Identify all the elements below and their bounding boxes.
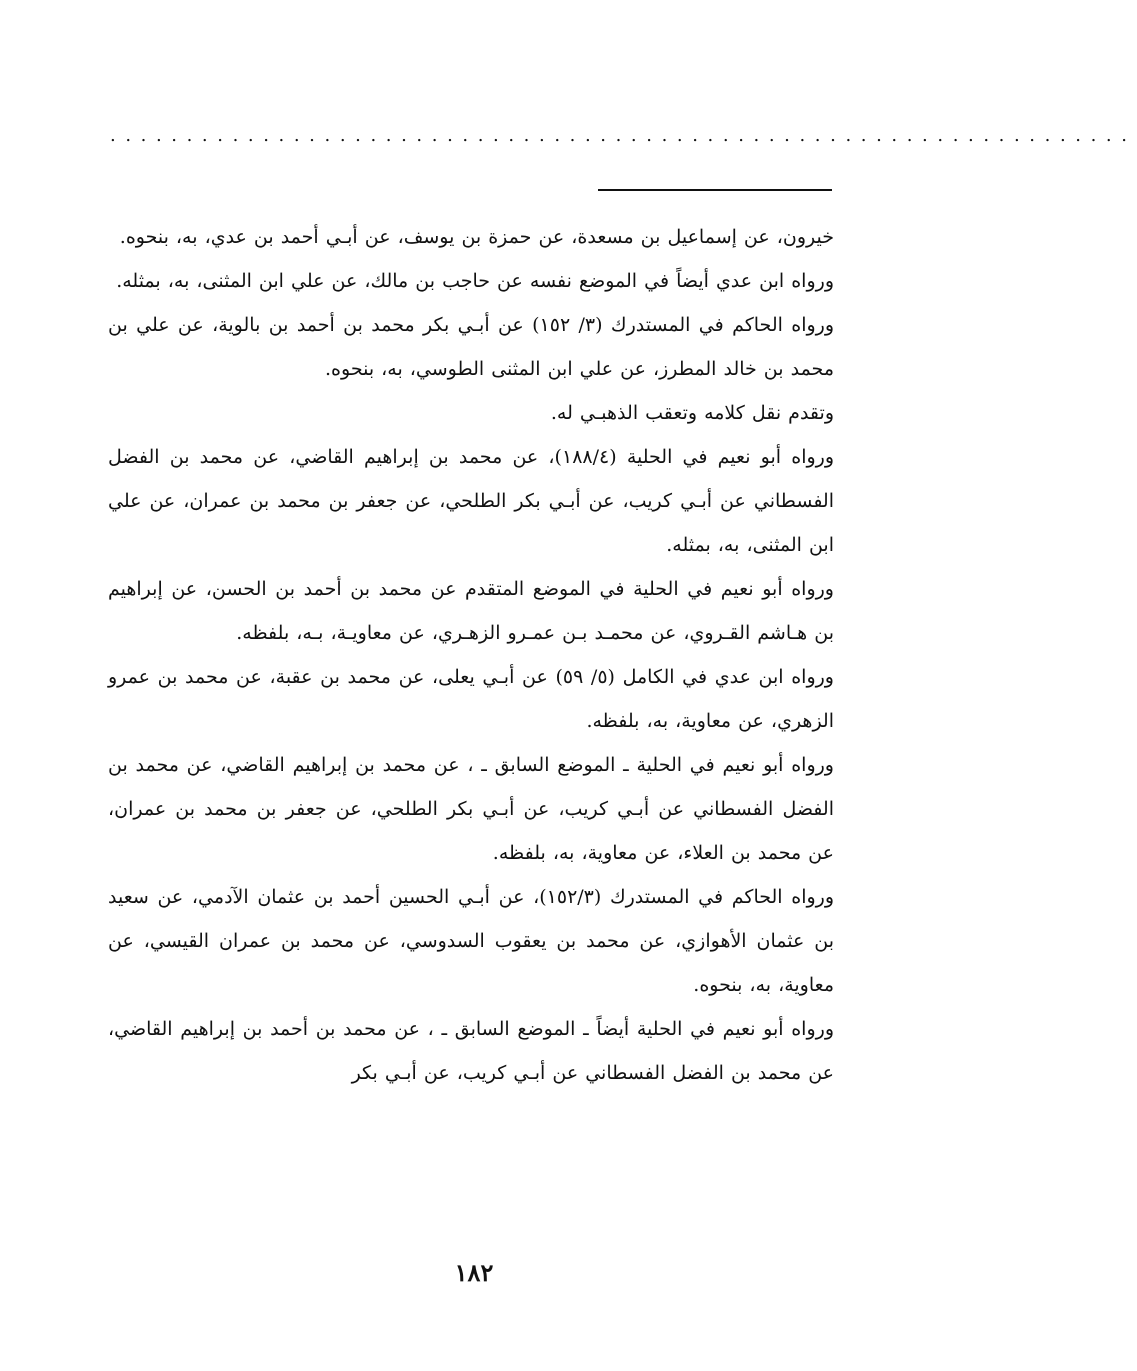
- paragraph: ورواه أبو نعيم في الحلية (١٨٨/٤)، عن محمد بن إبراهيم القاضي، عن محمد بن الفضل الفسطاني عن أبـي كريب، عن أبـي بكر الطلحي، عن جعفر بن محمد بن عمران، عن علي ابن المثنى، به، بمثله.: [108, 446, 835, 556]
- paragraph: وتقدم نقل كلامه وتعقب الذهبـي له.: [550, 402, 834, 424]
- paragraph: ورواه أبو نعيم في الحلية أيضاً ـ الموضع السابق ـ ، عن محمد بن أحمد بن إبراهيم القاضي، عن محمد بن الفضل الفسطاني عن أبـي كريب، عن أبـي بكر: [108, 1018, 834, 1084]
- paragraph: ورواه الحاكم في المستدرك (٣/ ١٥٢) عن أبـي بكر محمد بن أحمد بن بالوية، عن علي بن محمد بن خالد المطرز، عن علي ابن المثنى الطوسي، به، بنحوه.: [108, 314, 834, 380]
- paragraph: ورواه أبو نعيم في الحلية في الموضع المتقدم عن محمد بن أحمد بن الحسن، عن إبراهيم بن هـاشم القـروي، عن محمـد بـن عمـرو الزهـري، عن معاويـة، بـه، بلفظه.: [108, 578, 834, 644]
- paragraph: ورواه أبو نعيم في الحلية ـ الموضع السابق ـ ، عن محمد بن إبراهيم القاضي، عن محمد بن الفضل الفسطاني عن أبـي كريب، عن أبـي بكر الطلحي، عن جعفر بن محمد بن عمران، عن محمد بن العلاء، عن معاوية، به، بلفظه.: [108, 754, 834, 864]
- paragraph: خيرون، عن إسماعيل بن مسعدة، عن حمزة بن يوسف، عن أبـي أحمد بن عدي، به، بنحوه.: [119, 226, 834, 248]
- paragraph: ورواه ابن عدي أيضاً في الموضع نفسه عن حاجب بن مالك، عن علي ابن المثنى، به، بمثله.: [116, 270, 834, 292]
- footnote-text-block: [108, 215, 834, 1095]
- dotted-separator: ...................................................................: [110, 125, 1137, 146]
- paragraph: ورواه الحاكم في المستدرك (١٥٢/٣)، عن أبـي الحسين أحمد بن عثمان الآدمي، عن سعيد بن عثمان الأهوازي، عن محمد بن يعقوب السدوسي، عن محمد بن عمران القيسي، عن معاوية، به، بنحوه.: [108, 886, 835, 996]
- paragraph: ورواه ابن عدي في الكامل (٥/ ٥٩) عن أبـي يعلى، عن محمد بن عقبة، عن محمد بن عمرو الزهري، عن معاوية، به، بلفظه.: [108, 666, 834, 732]
- page-number: ١٨٢: [454, 1258, 494, 1287]
- footnote-rule: [598, 189, 832, 191]
